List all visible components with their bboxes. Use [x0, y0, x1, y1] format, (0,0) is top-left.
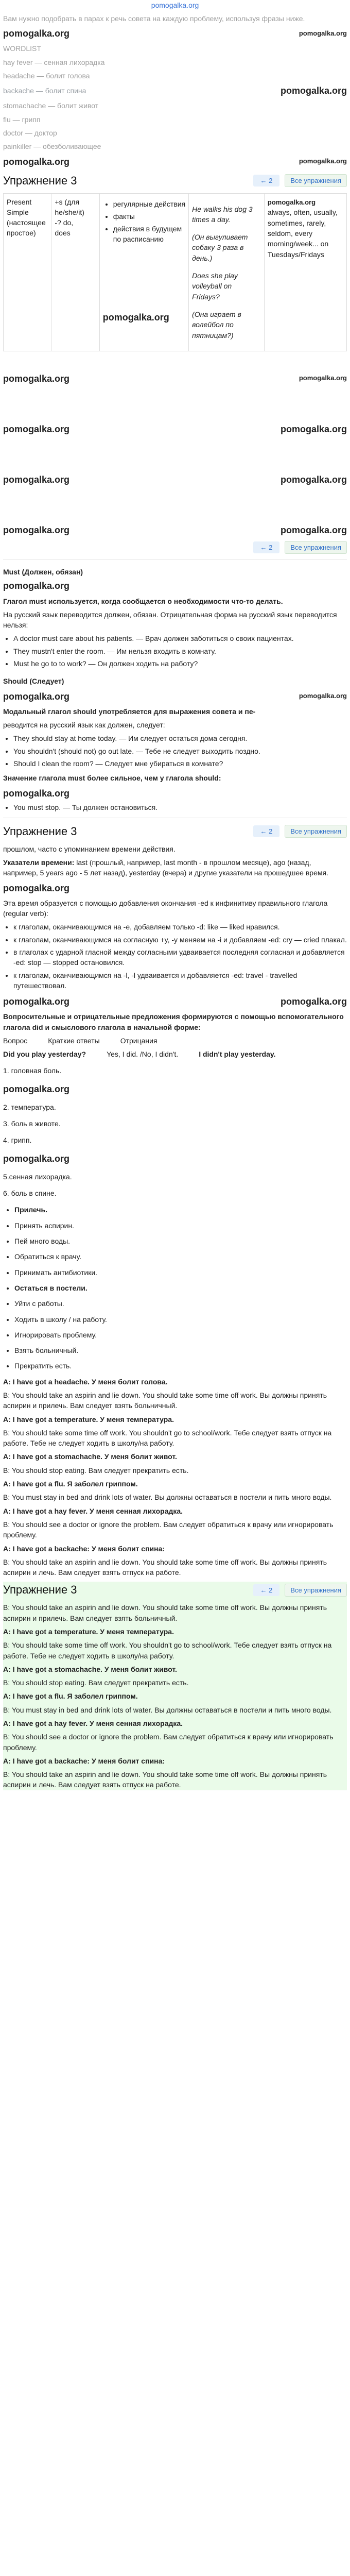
cell-text: -? do, [55, 218, 74, 227]
dialog-question: A: I have got a stomachache. У меня болит живот. [3, 1665, 177, 1673]
exercise-3-answers [3, 1582, 347, 1790]
qa-headers [3, 1036, 347, 1046]
prev-exercise-button[interactable]: ← 2 [253, 175, 280, 187]
dialog-answer: B: You should take an aspirin and lie down. You should take some time off work. Вы должны принять аспирин и лечь. Вам следует взять отпуск на работе. [3, 1557, 327, 1577]
watermark: pomogalka.org [3, 373, 70, 384]
dialog-answer: B: You should take some time off work. You shouldn't go to school/work. Тебе следует взять отпуск на работе. Тебе не следует ходить в школу/на работу. [3, 1428, 332, 1448]
tense-example-cell [189, 193, 265, 351]
dialog-question: A: I have got a hay fever. У меня сенная лихорадка. [3, 1719, 183, 1727]
cell-text: he/she/it) [55, 208, 84, 216]
advice-item: • Ходить в школу / на работу. [14, 1314, 347, 1325]
problem-item: 5.сенная лихорадка. [3, 1172, 72, 1181]
advice-item: • Принять аспирин. [14, 1221, 347, 1231]
dialog-answer: B: You must stay in bed and drink lots of water. Вы должны оставаться в постели и пить много воды. [3, 1705, 332, 1714]
past-rule: • в глаголах с ударной гласной между согласными удваивается последняя согласная и добавляется -ed: stop — stopped остановился. [13, 947, 347, 968]
should-example: • Should I clean the room? — Следует мне убираться в комнате? [13, 758, 347, 769]
tense-table [3, 193, 347, 351]
dialog-answer: B: You should stop eating. Вам следует прекратить есть. [3, 1679, 189, 1687]
problems-list [3, 1065, 347, 1198]
watermark: pomogalka.org [3, 423, 70, 434]
should-translation: реводится на русский язык как должен, следует: [3, 721, 165, 730]
must-example: • They mustn't enter the room. — Им нельзя входить в комнату. [13, 646, 347, 656]
advice-item: • Игнорировать проблему. [14, 1330, 347, 1340]
exercise-header-2 [3, 823, 347, 840]
watermark: pomogalka.org [3, 525, 70, 536]
watermark: pomogalka.org [3, 581, 70, 591]
watermark: pomogalka.org [280, 474, 347, 485]
usage-item: • действия в будущем по расписанию [113, 224, 185, 245]
watermark: pomogalka.org [280, 86, 347, 96]
cell-text: Simple [7, 208, 29, 216]
qa-value: Did you play yesterday? [3, 1050, 86, 1059]
advice-item: • Обратиться к врачу. [14, 1251, 347, 1262]
advice-item: • Принимать антибиотики. [14, 1267, 347, 1278]
watermark: pomogalka.org [3, 883, 70, 893]
dialog-answer: B: You should take an aspirin and lie down. You should take some time off work. Вы должны принять аспирин и прилечь. Вам следует взять больничный. [3, 1603, 327, 1622]
all-exercises-button[interactable]: Все упражнения [285, 174, 347, 187]
example-text: (Он выгуливает собаку 3 раза в день.) [192, 233, 248, 262]
intro-line: Вам нужно подобрать в парах к речь совета на каждую проблему, используя фразы ниже. [3, 14, 305, 23]
watermark: pomogalka.org [280, 423, 347, 434]
past-markers [3, 857, 347, 878]
dialog-question: A: I have got a flu. Я заболел гриппом. [3, 1480, 138, 1488]
intro-line: headache — болит голова [3, 71, 90, 80]
watermark: pomogalka.org [299, 374, 347, 382]
past-questions: Вопросительные и отрицательные предложения формируются с помощью вспомогательного глагола did и смыслового глагола в начальной форме: [3, 1012, 344, 1031]
exercise-title: Упражнение 3 [3, 1583, 77, 1597]
must-example: • Must he go to to work? — Он должен ходить на работу? [13, 658, 347, 669]
exercise-header [3, 173, 347, 189]
past-simple-section [3, 844, 347, 1060]
dialog-answer: B: You should take an aspirin and lie down. You should take some time off work. Вы должны принять аспирин и прилечь. Вам следует взять больничный. [3, 1391, 327, 1410]
dialog-answer: B: You should take some time off work. You shouldn't go to school/work. Тебе следует взять отпуск на работе. Тебе не следует ходить в школу/на работу. [3, 1641, 332, 1660]
exercise-footer-nav [3, 541, 347, 554]
should-example: • They should stay at home today. — Им следует остаться дома сегодня. [13, 733, 347, 743]
must-rule: Глагол must используется, когда сообщается о необходимости что-то делать. [3, 597, 283, 605]
watermark: pomogalka.org [3, 691, 70, 702]
qa-header: Отрицания [120, 1036, 157, 1045]
should-example: • You shouldn't (should not) go out late. — Тебе не следует выходить поздно. [13, 746, 347, 756]
advice-item: • Взять больничный. [14, 1345, 347, 1355]
intro-line: backache — болит спина [3, 87, 86, 95]
watermark: pomogalka.org [102, 312, 169, 323]
cell-text: (настоящее [7, 218, 46, 227]
dialog-question: A: I have got a backache: У меня болит спина: [3, 1756, 165, 1765]
advice-item: • Остаться в постели. [14, 1283, 347, 1293]
dialog-answer: B: You should stop eating. Вам следует прекратить есть. [3, 1466, 189, 1475]
qa-header: Краткие ответы [48, 1036, 100, 1045]
example-text: He walks his dog 3 times a day. [192, 205, 253, 224]
example-text: (Она играет в волейбол по пятницам?) [192, 310, 241, 340]
dialog-question: A: I have got a backache: У меня болит спина: [3, 1544, 165, 1553]
should-section [3, 676, 347, 812]
past-rule: • к глаголам, оканчивающимся на -e, добавляем только -d: like — liked нравился. [13, 922, 347, 932]
watermark: pomogalka.org [3, 1153, 70, 1164]
dialog-answer: B: You should take an aspirin and lie down. You should take some time off work. Вы должны принять аспирин и лечь. Вам следует взять отпуск на работе. [3, 1770, 327, 1789]
tense-usage-cell [99, 193, 188, 351]
exercise-title: Упражнение 3 [3, 824, 77, 838]
dialog-question: A: I have got a stomachache. У меня болит живот. [3, 1452, 177, 1461]
should-heading: Should (Следует) [3, 677, 64, 686]
dialogs-a [3, 1377, 347, 1578]
intro-line: WORDLIST [3, 44, 41, 53]
tense-name-cell [4, 193, 51, 351]
prev-exercise-button[interactable]: ← 2 [253, 541, 280, 553]
should-compare: Значение глагола must более сильное, чем у глагола should: [3, 774, 221, 783]
advice-item: • Прекратить есть. [14, 1361, 347, 1371]
must-heading: Must (Должен, обязан) [3, 568, 83, 577]
qa-value: I didn't play yesterday. [199, 1050, 276, 1059]
intro-line: stomachache — болит живот [3, 101, 99, 110]
dialog-question: A: I have got a hay fever. У меня сенная лихорадка. [3, 1506, 183, 1515]
past-rule: • к глаголам, оканчивающимся на согласную +y, -y меняем на -i и добавляем -ed: cry — cried плакал. [13, 935, 347, 945]
past-intro: прошлом, часто с упоминанием времени действия. [3, 844, 176, 853]
tense-markers-cell [264, 193, 346, 351]
usage-item: • факты [113, 211, 185, 222]
advice-item: • Уйти с работы. [14, 1298, 347, 1309]
advice-item: • Пей много воды. [14, 1236, 347, 1246]
qa-value: Yes, I did. /No, I didn't. [107, 1050, 179, 1059]
cell-text: +s (для [55, 197, 80, 206]
cell-text: простое) [7, 229, 36, 238]
watermark: pomogalka.org [3, 474, 70, 485]
past-formation: Эта время образуется с помощью добавления окончания -ed к инфинитиву правильного глагола (regular verb): [3, 899, 328, 918]
intro-line: doctor — доктор [3, 128, 57, 137]
qa-values [3, 1049, 347, 1059]
should-compare-example: • You must stop. — Ты должен остановиться. [13, 802, 347, 812]
watermark: pomogalka.org [3, 788, 70, 799]
markers-text: always, often, usually, sometimes, rarely, seldom, every morning/week... on Tuesdays/Fridays [267, 208, 338, 259]
tense-form-cell [51, 193, 99, 351]
cell-text: Present [7, 197, 32, 206]
advice-list [14, 1205, 347, 1371]
watermark: pomogalka.org [3, 1083, 70, 1094]
watermark: pomogalka.org [3, 28, 70, 39]
intro-line: flu — грипп [3, 115, 41, 124]
all-exercises-button[interactable]: Все упражнения [285, 825, 347, 838]
past-rule: • к глаголам, оканчивающимся на -l, -l удваивается и добавляется -ed: travel - travelled путешествовал. [13, 970, 347, 991]
usage-item: • регулярные действия [113, 199, 185, 209]
all-exercises-button[interactable]: Все упражнения [285, 1584, 347, 1597]
watermark: pomogalka.org [280, 525, 347, 536]
dialogs-b [3, 1602, 347, 1790]
dialog-question: A: I have got a headache. У меня болит голова. [3, 1377, 168, 1386]
cell-text: does [55, 229, 71, 238]
problem-item: 2. температура. [3, 1103, 56, 1111]
example-text: Does she play volleyball on Fridays? [192, 272, 238, 301]
watermark: pomogalka.org [3, 996, 70, 1007]
watermark: pomogalka.org [280, 996, 347, 1007]
watermark: pomogalka.org [299, 692, 347, 700]
intro-wordlist [3, 13, 347, 152]
should-rule: Модальный глагол should употребляется для выражения совета и пе- [3, 707, 256, 716]
all-exercises-button[interactable]: Все упражнения [285, 541, 347, 554]
dialog-answer: B: You should see a doctor or ignore the problem. Вам следует обратиться к врачу или игнорировать проблему. [3, 1520, 334, 1539]
problem-item: 4. грипп. [3, 1136, 32, 1145]
site-header[interactable]: pomogalka.org [151, 1, 199, 9]
problem-item: 3. боль в животе. [3, 1120, 61, 1128]
dialog-question: A: I have got a flu. Я заболел гриппом. [3, 1692, 138, 1701]
advice-item: • Прилечь. [14, 1205, 347, 1215]
prev-exercise-button[interactable]: ← 2 [253, 1584, 280, 1596]
past-markers-label: Указатели времени: [3, 858, 75, 867]
intro-line: hay fever — сенная лихорадка [3, 58, 105, 66]
watermark: pomogalka.org [299, 29, 347, 37]
exercise-header-3 [3, 1582, 347, 1598]
dialog-question: A: I have got a temperature. У меня температура. [3, 1415, 174, 1423]
must-section [3, 567, 347, 669]
problem-item: 6. боль в спине. [3, 1189, 57, 1198]
intro-line: painkiller — обезболивающее [3, 142, 101, 151]
watermark: pomogalka.org [3, 156, 70, 167]
past-markers-text: last (прошлый, например, last month - в прошлом месяце), ago (назад, например, 5 years ago - 5 лет назад), yesterday (вчера) и другие указатели на прошедшее время. [3, 858, 328, 877]
exercise-title: Упражнение 3 [3, 174, 77, 187]
must-translation: На русский язык переводится должен, обязан. Отрицательная форма на русский язык переводится нельзя: [3, 610, 337, 630]
dialog-answer: B: You should see a doctor or ignore the problem. Вам следует обратиться к врачу или игнорировать проблему. [3, 1733, 334, 1752]
must-example: • A doctor must care about his patients. — Врач должен заботиться о своих пациентах. [13, 633, 347, 643]
watermark: pomogalka.org [267, 198, 316, 206]
prev-exercise-button[interactable]: ← 2 [253, 825, 280, 837]
dialog-answer: B: You must stay in bed and drink lots of water. Вы должны оставаться в постели и пить много воды. [3, 1493, 332, 1502]
dialog-question: A: I have got a temperature. У меня температура. [3, 1627, 174, 1636]
watermark: pomogalka.org [299, 157, 347, 165]
problem-item: 1. головная боль. [3, 1066, 62, 1075]
qa-header: Вопрос [3, 1036, 28, 1045]
